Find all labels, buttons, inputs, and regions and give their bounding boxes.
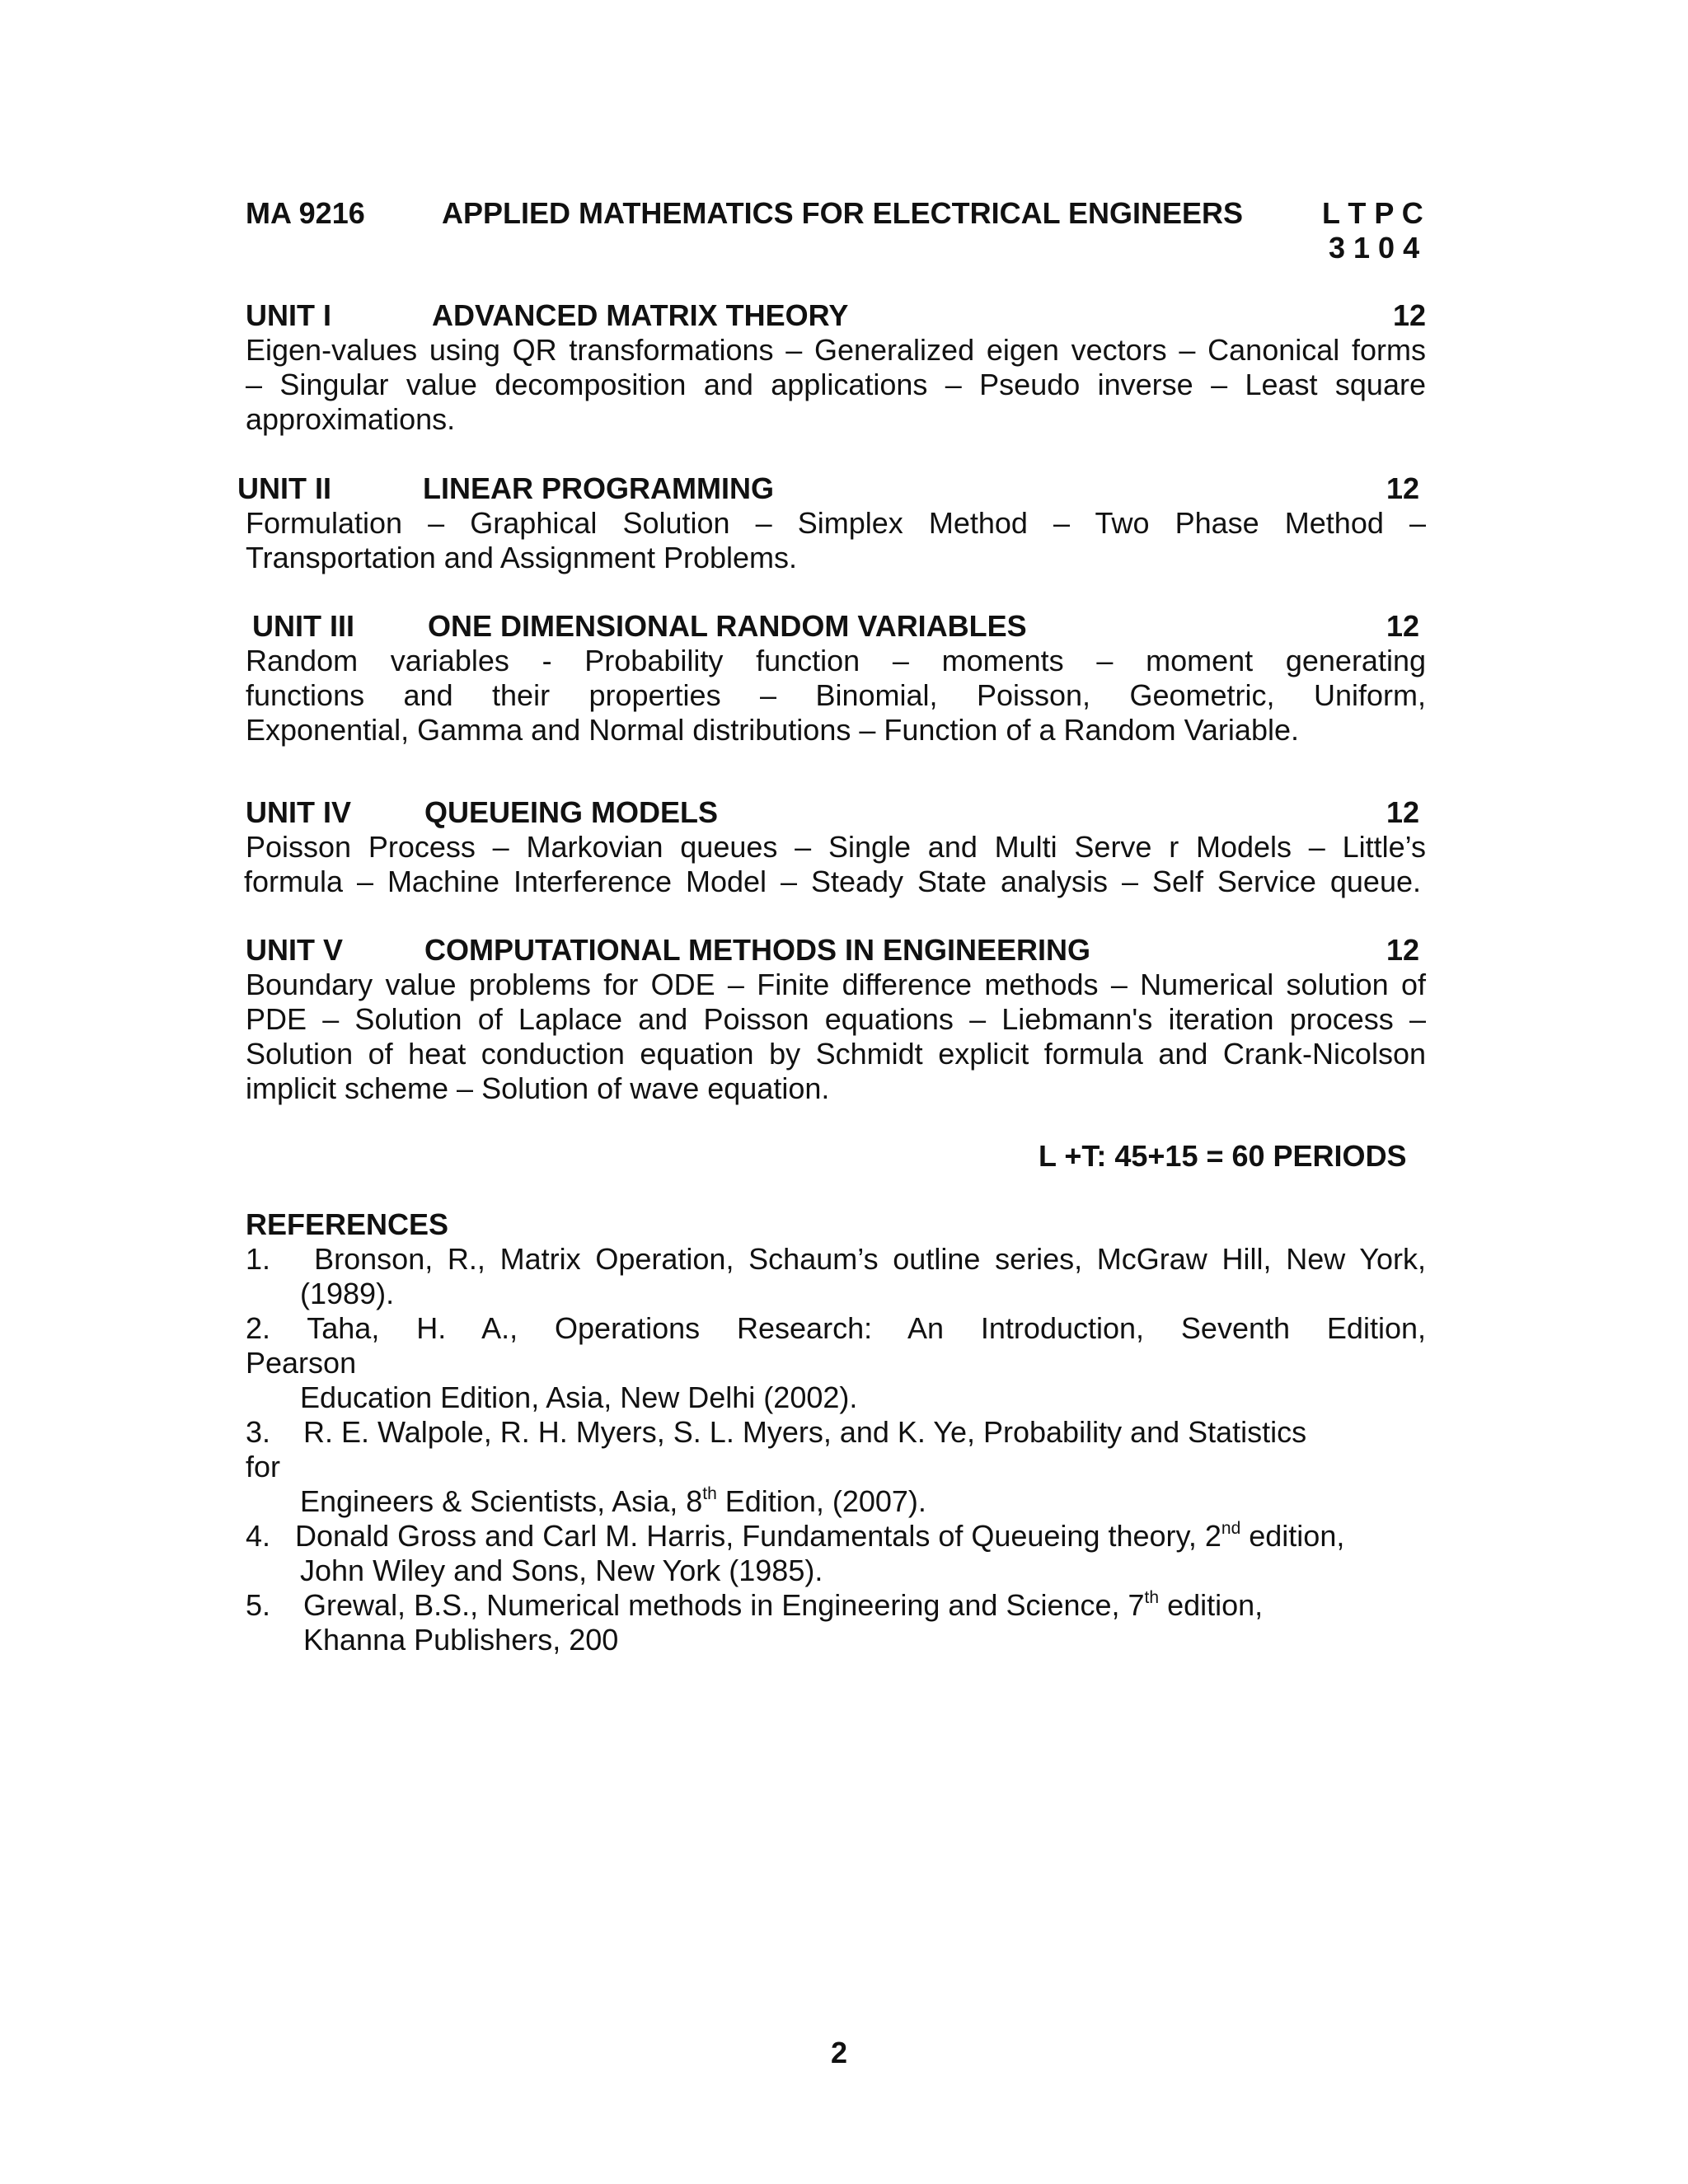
unit-2-label: UNIT II: [237, 471, 331, 505]
unit-1-hours: 12: [1393, 298, 1427, 332]
reference-5-line-1: 5. Grewal, B.S., Numerical methods in Engineering and Science, 7th edition,: [246, 1588, 1264, 1622]
unit-3-line-3: Exponential, Gamma and Normal distributions – Function of a Random Variable.: [246, 713, 1299, 747]
unit-5-line-2: PDE – Solution of Laplace and Poisson equations – Liebmann's iteration process –: [246, 1002, 1426, 1036]
reference-2-line-2: Pearson: [246, 1346, 357, 1380]
reference-1-line-1: 1. Bronson, R., Matrix Operation, Schaum’s outline series, McGraw Hill, New York,: [246, 1242, 1426, 1276]
unit-2-line-2: Transportation and Assignment Problems.: [246, 541, 798, 574]
ltpc-values: 3 1 0 4: [1329, 231, 1420, 265]
reference-1-line-2: (1989).: [300, 1277, 395, 1310]
reference-4-line-2: John Wiley and Sons, New York (1985).: [300, 1554, 823, 1587]
references-heading: REFERENCES: [246, 1207, 449, 1241]
total-periods: L +T: 45+15 = 60 PERIODS: [1039, 1139, 1407, 1173]
unit-3-title: ONE DIMENSIONAL RANDOM VARIABLES: [428, 609, 1027, 643]
reference-3-line-1: 3. R. E. Walpole, R. H. Myers, S. L. Myers, and K. Ye, Probability and Statistics: [246, 1415, 1307, 1449]
unit-3-label: UNIT III: [252, 609, 354, 643]
unit-4-line-2: formula – Machine Interference Model – Steady State analysis – Self Service queue.: [244, 865, 1421, 898]
course-code: MA 9216: [246, 196, 365, 230]
unit-5-line-3: Solution of heat conduction equation by Schmidt explicit formula and Crank-Nicolson: [246, 1037, 1426, 1071]
unit-1-line-1: Eigen-values using QR transformations – Generalized eigen vectors – Canonical forms: [246, 333, 1426, 367]
course-title: APPLIED MATHEMATICS FOR ELECTRICAL ENGINEERS: [442, 196, 1244, 230]
unit-5-hours: 12: [1386, 933, 1420, 967]
unit-1-line-3: approximations.: [246, 402, 456, 436]
unit-2-line-1: Formulation – Graphical Solution – Simplex Method – Two Phase Method –: [246, 506, 1426, 540]
unit-5-line-1: Boundary value problems for ODE – Finite difference methods – Numerical solution of: [246, 968, 1426, 1001]
page-number: 2: [831, 2036, 848, 2069]
ltpc-header: L T P C: [1322, 196, 1423, 230]
unit-4-label: UNIT IV: [246, 795, 352, 829]
unit-5-title: COMPUTATIONAL METHODS IN ENGINEERING: [424, 933, 1091, 967]
reference-2-line-1: 2. Taha, H. A., Operations Research: An Introduction, Seventh Edition,: [246, 1311, 1426, 1345]
unit-2-hours: 12: [1386, 471, 1420, 505]
unit-3-line-2: functions and their properties – Binomial, Poisson, Geometric, Uniform,: [246, 678, 1426, 712]
unit-3-line-1: Random variables - Probability function – moments – moment generating: [246, 644, 1426, 677]
unit-2-title: LINEAR PROGRAMMING: [423, 471, 774, 505]
unit-3-hours: 12: [1386, 609, 1420, 643]
reference-2-line-3: Education Edition, Asia, New Delhi (2002).: [300, 1380, 858, 1414]
unit-1-title: ADVANCED MATRIX THEORY: [432, 298, 849, 332]
unit-4-title: QUEUEING MODELS: [424, 795, 719, 829]
reference-3-line-2: for: [246, 1450, 281, 1483]
reference-3-line-3: Engineers & Scientists, Asia, 8th Edition, (2007).: [300, 1484, 926, 1518]
unit-4-hours: 12: [1386, 795, 1420, 829]
unit-5-label: UNIT V: [246, 933, 344, 967]
reference-5-line-2: Khanna Publishers, 200: [303, 1623, 619, 1657]
unit-1-label: UNIT I: [246, 298, 331, 332]
unit-1-line-2: – Singular value decomposition and applications – Pseudo inverse – Least square: [246, 368, 1426, 401]
unit-5-line-4: implicit scheme – Solution of wave equation.: [246, 1071, 830, 1105]
reference-4-line-1: 4. Donald Gross and Carl M. Harris, Fundamentals of Queueing theory, 2nd edition,: [246, 1519, 1345, 1553]
unit-4-line-1: Poisson Process – Markovian queues – Single and Multi Serve r Models – Little’s: [246, 830, 1426, 864]
